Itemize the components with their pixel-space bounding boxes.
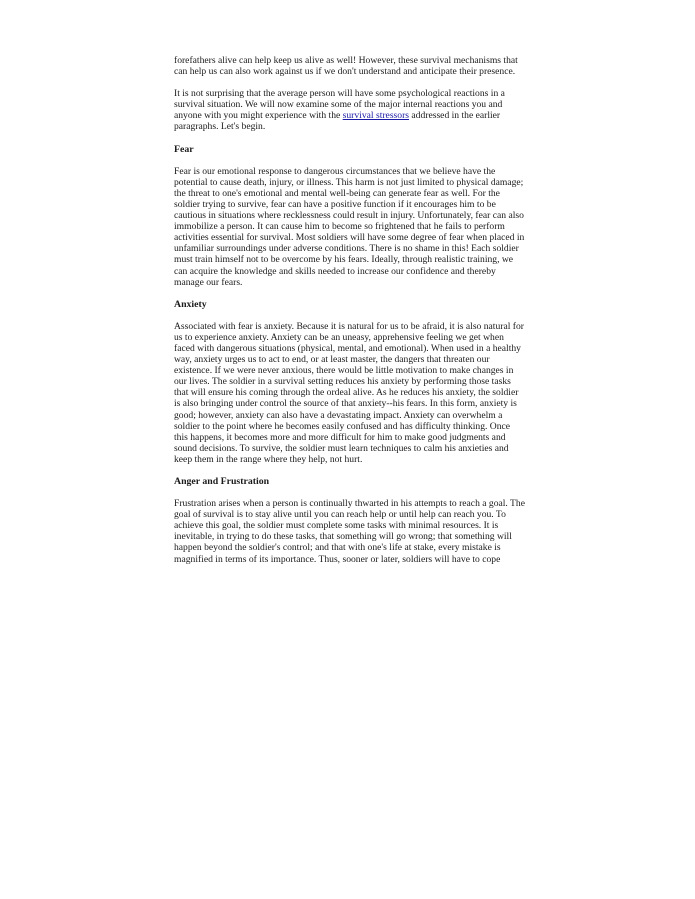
intro-paragraph: forefathers alive can help keep us alive as well! However, these survival mechanisms that can help us can also work against us if we don't understand and anticipate their presence. [174, 55, 518, 78]
paragraph-text-before-link: It is not surprising that the average person will have some psychological reactions in a survival situation. We will now examine some of the major internal reactions you and anyone with you might experience with the [174, 88, 505, 122]
survival-stressors-link[interactable]: survival stressors [342, 110, 410, 122]
section-body-anxiety: Associated with fear is anxiety. Because it is natural for us to be afraid, it is also natural for us to experience anxiety. Anxiety can be an uneasy, apprehensive feeling we get when faced with dangerous situations (physical, mental, and emotional). When used in a healthy way, anxiety urges us to act to end, or at least master, the dangers that threaten our existence. If we were never anxious, there would be little motivation to make changes in our lives. The soldier in a survival setting reduces his anxiety by performing those tasks that will ensure his coming through the ordeal alive. As he reduces his anxiety, the soldier is also bringing under control the source of that anxiety--his fears. In this form, anxiety is good; however, anxiety can also have a devastating impact. Anxiety can overwhelm a soldier to the point where he becomes easily confused and has difficulty thinking. Once this happens, it becomes more and more difficult for him to make good judgments and sound decisions. To survive, the soldier must learn techniques to calm his anxieties and keep them in the range where they help, not hurt. [174, 320, 524, 465]
section-heading-anxiety: Anxiety [174, 298, 207, 310]
paragraph-text-after-link: addressed in the earlier paragraphs. Let's begin. [174, 110, 501, 133]
section-body-fear: Fear is our emotional response to dangerous circumstances that we believe have the potential to cause death, injury, or illness. This harm is not just limited to physical damage; the threat to one's emotional and mental well-being can generate fear as well. For the soldier trying to survive, fear can have a positive function if it encourages him to be cautious in situations where recklessness could result in injury. Unfortunately, fear can also immobilize a person. It can cause him to become so frightened that he fails to perform activities essential for survival. Most soldiers will have some degree of fear when placed in unfamiliar surroundings under adverse conditions. There is no shame in this! Each soldier must train himself not to be overcome by his fears. Ideally, through realistic training, we can acquire the knowledge and skills needed to increase our confidence and thereby manage our fears. [174, 165, 525, 288]
section-heading-fear: Fear [174, 143, 194, 155]
section-body-anger-frustration: Frustration arises when a person is continually thwarted in his attempts to reach a goal. The goal of survival is to stay alive until you can reach help or until help can reach you. To achieve this goal, the soldier must complete some tasks with minimal resources. It is inevitable, in trying to do these tasks, that something will go wrong; that something will happen beyond the soldier's control; and that with one's life at stake, every mistake is magnified in terms of its importance. Thus, sooner or later, soldiers will have to cope [174, 498, 525, 565]
survival-reactions-paragraph [174, 88, 526, 132]
section-heading-anger-frustration: Anger and Frustration [174, 476, 270, 487]
document-page [174, 55, 526, 576]
